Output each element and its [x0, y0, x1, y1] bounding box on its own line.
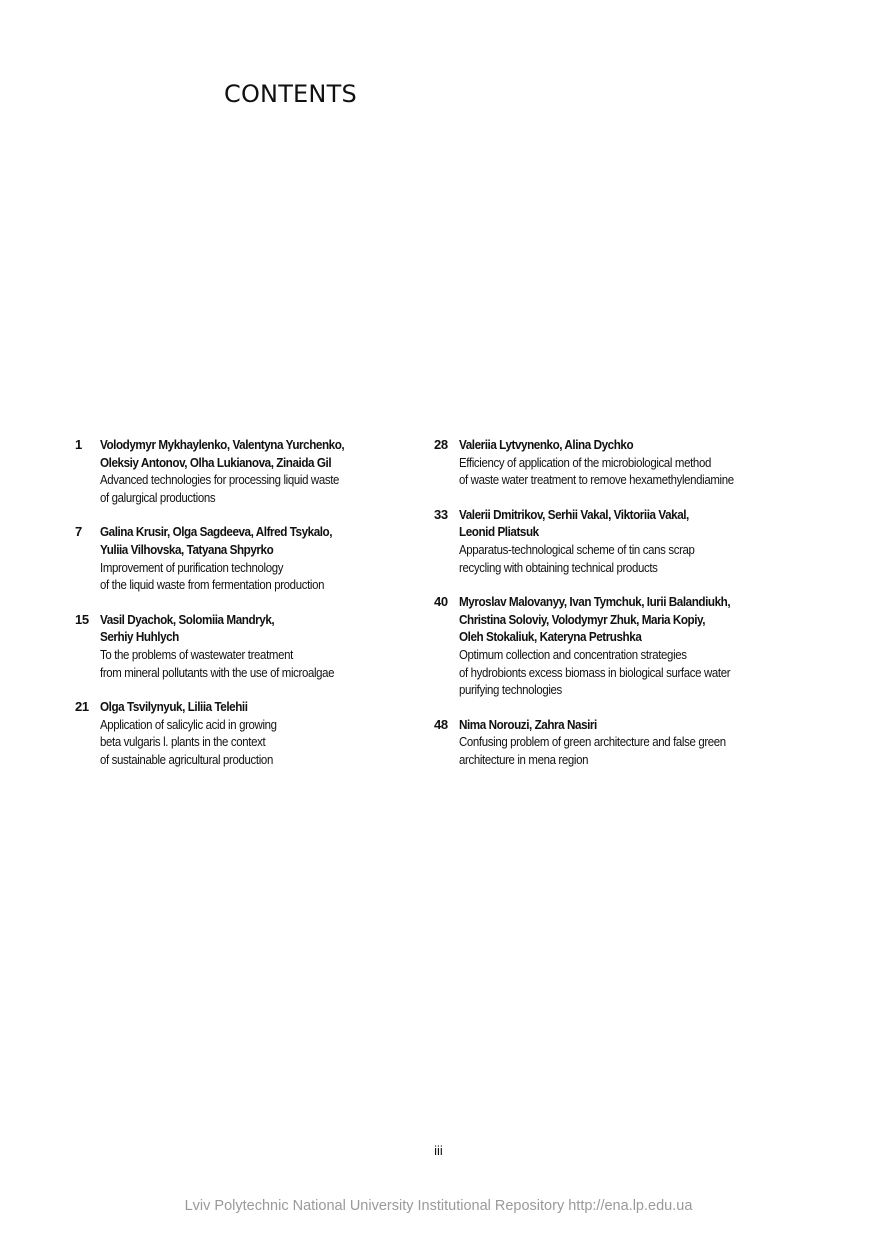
toc-authors: Valeriia Lytvynenko, Alina Dychko [459, 437, 634, 452]
toc-page-number: 15 [75, 611, 89, 627]
toc-page-number: 7 [75, 524, 82, 540]
toc-authors: Olga Tsvilynyuk, Liliia Telehii [100, 699, 248, 715]
toc-entry [75, 436, 455, 506]
contents-column-right [434, 436, 834, 786]
page-number: iii [434, 1143, 443, 1158]
toc-entry [434, 436, 834, 489]
toc-article-title: of galurgical productions [100, 489, 216, 505]
toc-authors: Leonid Pliatsuk [459, 524, 539, 540]
toc-authors: Galina Krusir, Olga Sagdeeva, Alfred Tsykalo, [100, 524, 333, 540]
toc-article-title: Application of salicylic acid in growing [100, 716, 277, 732]
toc-article-title: recycling with obtaining technical products [459, 559, 658, 575]
toc-authors: Serhiy Huhlych [100, 629, 179, 645]
toc-page-number: 21 [75, 699, 89, 715]
toc-article-title: To the problems of wastewater treatment [100, 646, 293, 662]
toc-article-title: Improvement of purification technology [100, 559, 284, 575]
toc-page-number: 28 [434, 437, 448, 452]
toc-authors: Oleksiy Antonov, Olha Lukianova, Zinaida Gil [100, 454, 332, 470]
toc-authors: Valerii Dmitrikov, Serhii Vakal, Viktoriia Vakal, [459, 506, 689, 522]
toc-page-number: 1 [75, 437, 82, 452]
toc-article-title: architecture in mena region [459, 751, 589, 767]
toc-page-number: 33 [434, 506, 448, 522]
toc-article-title: of the liquid waste from fermentation production [100, 577, 325, 593]
toc-article-title: of waste water treatment to remove hexamethylendiamine [459, 472, 734, 488]
contents-column-left [75, 436, 455, 786]
toc-authors: Volodymyr Mykhaylenko, Valentyna Yurchenko, [100, 437, 345, 452]
toc-authors: Nima Norouzi, Zahra Nasiri [459, 716, 597, 732]
toc-entry [434, 716, 834, 769]
toc-authors: Vasil Dyachok, Solomiia Mandryk, [100, 611, 275, 627]
toc-article-title: from mineral pollutants with the use of microalgae [100, 664, 335, 680]
toc-authors: Oleh Stokaliuk, Kateryna Petrushka [459, 629, 642, 645]
toc-article-title: beta vulgaris l. plants in the context [100, 734, 266, 750]
page-title: CONTENTS [224, 80, 357, 108]
toc-entry [75, 611, 455, 681]
toc-article-title: Confusing problem of green architecture and false green [459, 734, 726, 750]
toc-authors: Christina Soloviy, Volodymyr Zhuk, Maria Kopiy, [459, 611, 706, 627]
toc-entry [434, 506, 834, 576]
toc-article-title: purifying technologies [459, 682, 562, 698]
toc-page-number: 40 [434, 594, 448, 610]
toc-article-title: Efficiency of application of the microbiological method [459, 454, 711, 470]
toc-authors: Myroslav Malovanyy, Ivan Tymchuk, Iurii Balandiukh, [459, 594, 731, 610]
toc-article-title: of sustainable agricultural production [100, 751, 273, 767]
toc-authors: Yuliia Vilhovska, Tatyana Shpyrko [100, 541, 274, 557]
toc-entry [75, 523, 455, 593]
toc-page-number: 48 [434, 716, 448, 732]
toc-article-title: Advanced technologies for processing liquid waste [100, 472, 340, 488]
toc-article-title: of hydrobionts excess biomass in biological surface water [459, 664, 731, 680]
repository-footer: Lviv Polytechnic National University Institutional Repository http://ena.lp.edu.ua [184, 1198, 693, 1214]
toc-article-title: Apparatus-technological scheme of tin cans scrap [459, 541, 695, 557]
toc-entry [75, 698, 455, 768]
toc-article-title: Optimum collection and concentration strategies [459, 646, 687, 662]
toc-entry [434, 593, 834, 699]
